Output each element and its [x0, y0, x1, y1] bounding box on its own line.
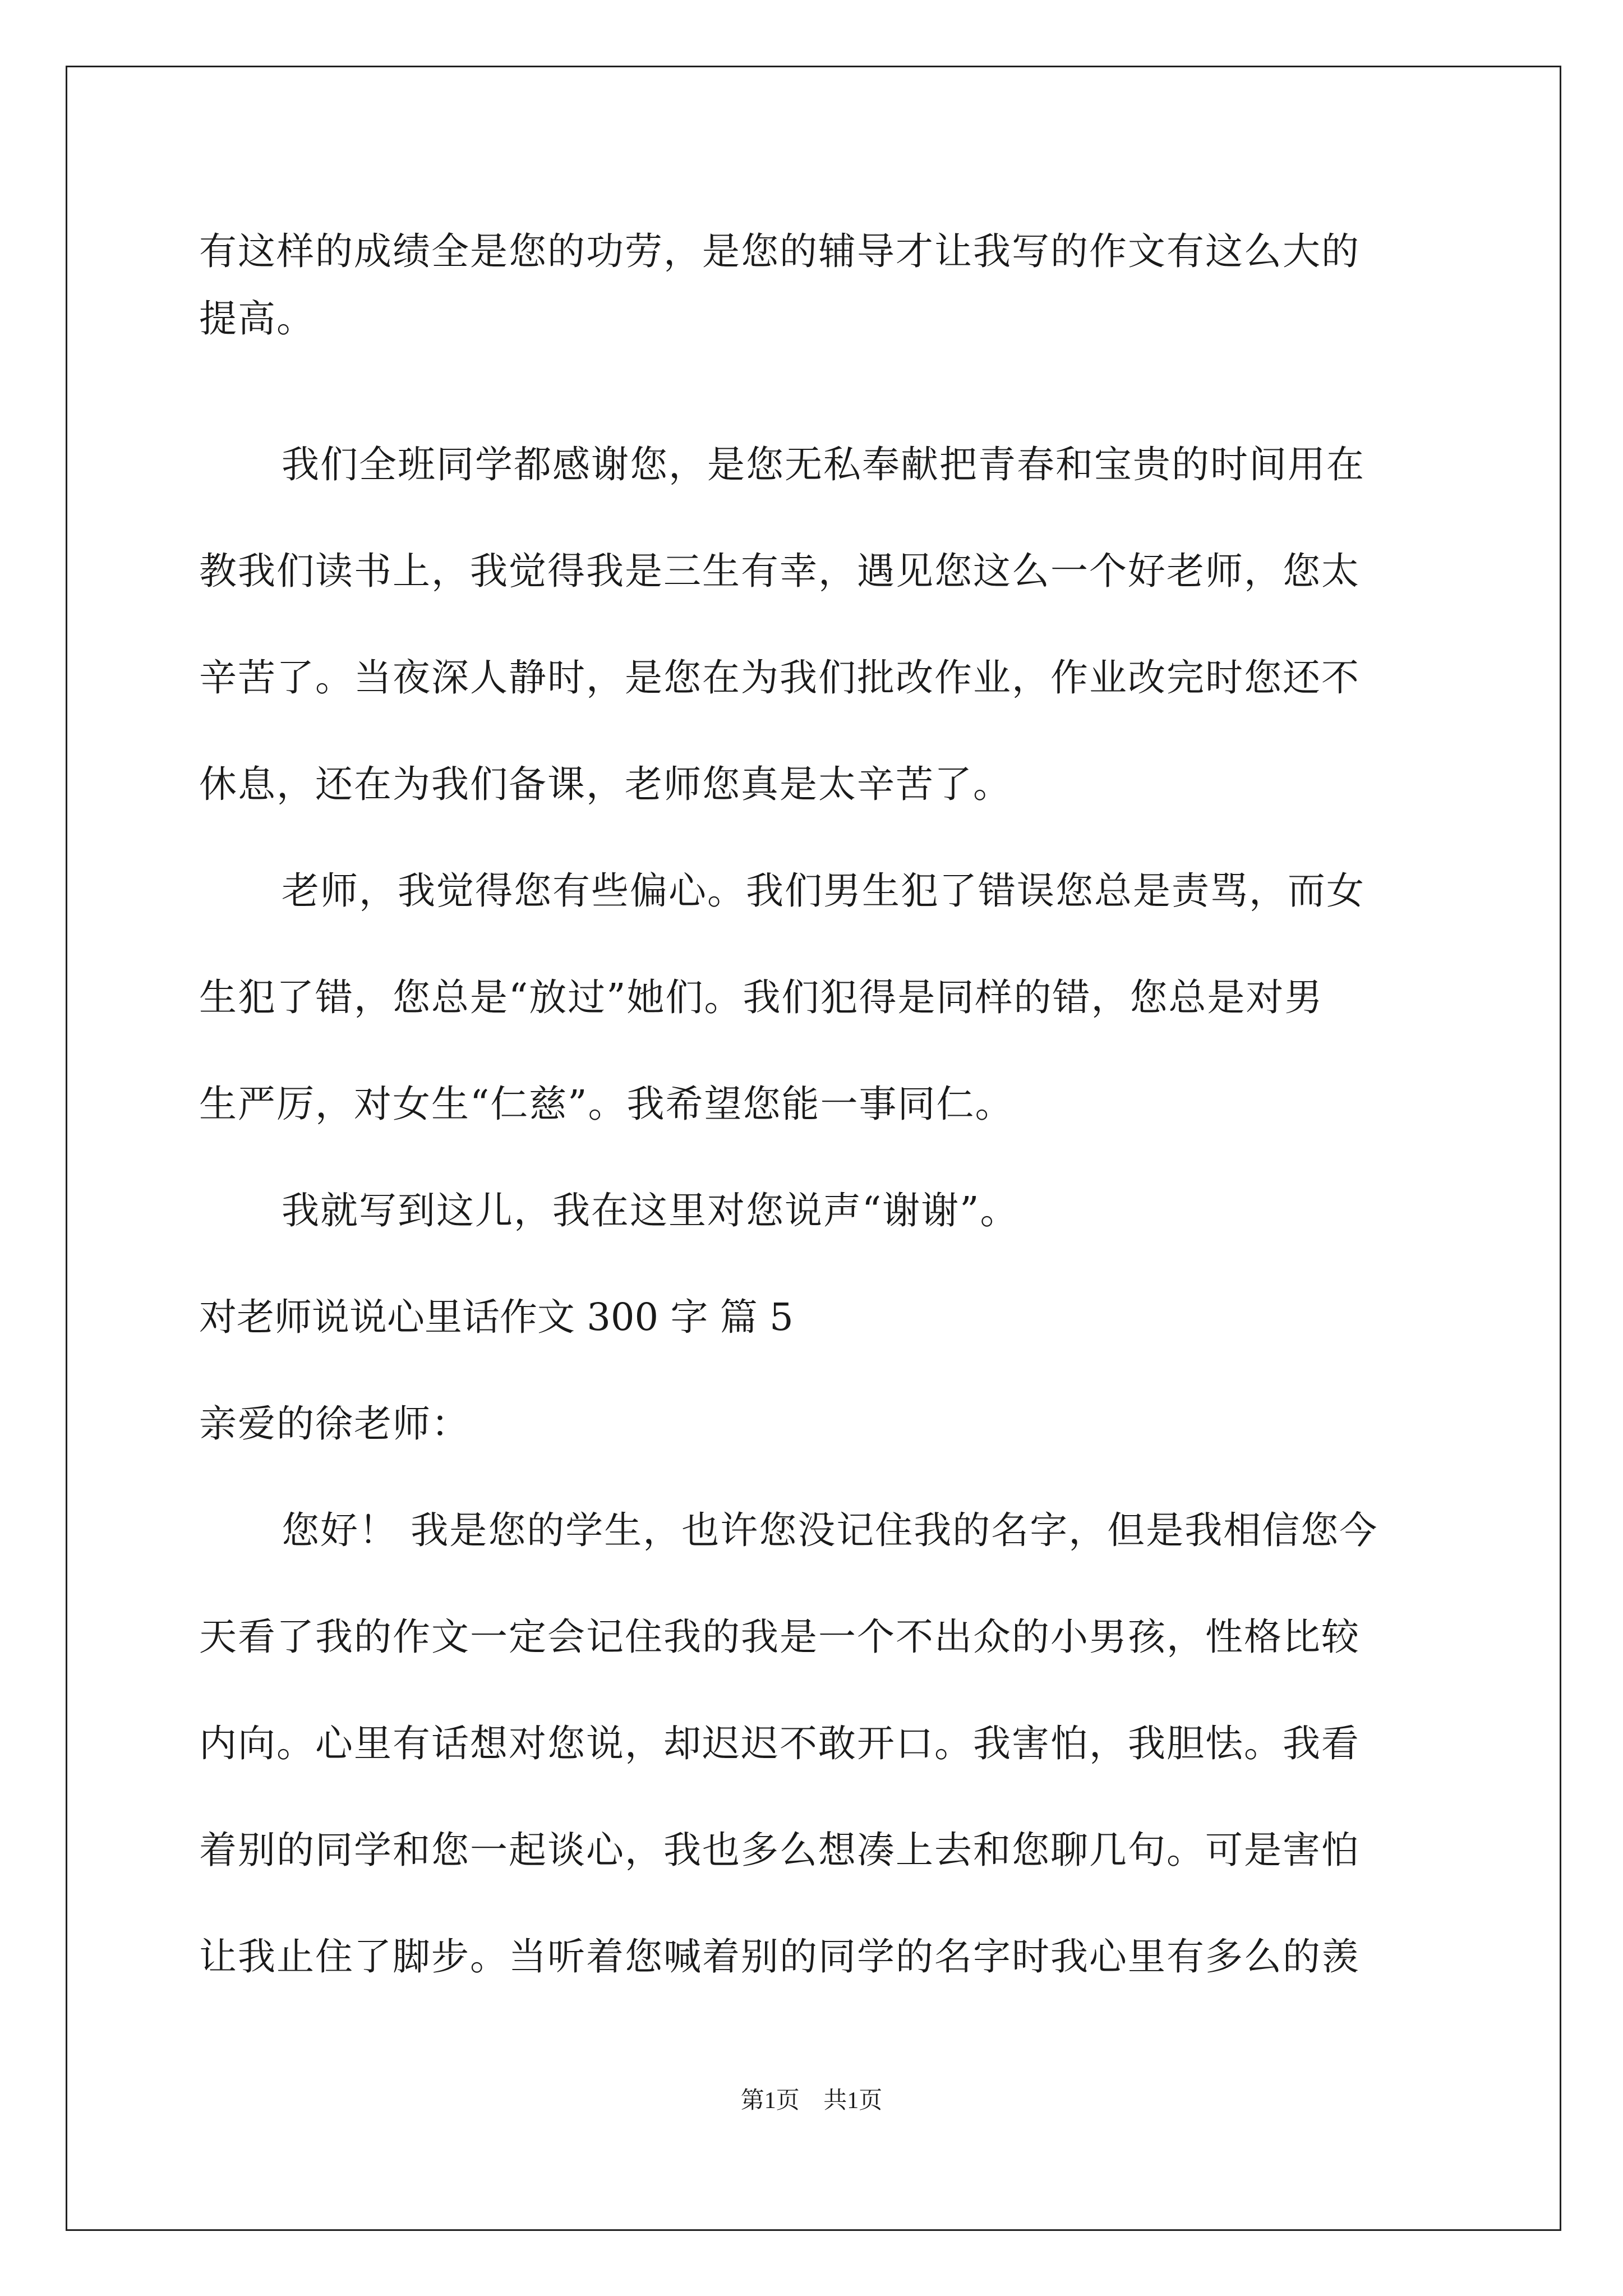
body-text-line: 天看了我的作文一定会记住我的我是一个不出众的小男孩，性格比较 — [199, 1615, 1360, 1659]
body-text-line: 教我们读书上，我觉得我是三生有幸，遇见您这么一个好老师，您太 — [199, 549, 1360, 593]
body-text-line: 让我止住了脚步。当听着您喊着别的同学的名字时我心里有多么的羡 — [199, 1935, 1360, 1978]
body-text-line: 生犯了错，您总是“放过”她们。我们犯得是同样的错，您总是对男 — [199, 976, 1324, 1019]
body-text-line: 我就写到这儿，我在这里对您说声“谢谢”。 — [282, 1189, 1019, 1232]
body-text-line: 老师，我觉得您有些偏心。我们男生犯了错误您总是责骂，而女 — [282, 869, 1365, 913]
page-footer — [0, 2084, 1623, 2118]
body-text-line: 提高。 — [199, 297, 315, 341]
body-text-line: 生严厉，对女生“仁慈”。我希望您能一事同仁。 — [199, 1082, 1014, 1126]
body-text-line: 内向。心里有话想对您说，却迟迟不敢开口。我害怕，我胆怯。我看 — [199, 1722, 1360, 1765]
page-number-total: 共1页 — [823, 2088, 883, 2114]
salutation-line: 亲爱的徐老师： — [199, 1402, 470, 1446]
body-text-line: 休息，还在为我们备课，老师您真是太辛苦了。 — [199, 762, 1012, 806]
body-text-line: 有这样的成绩全是您的功劳，是您的辅导才让我写的作文有这么大的 — [199, 229, 1360, 273]
body-text-line: 我们全班同学都感谢您，是您无私奉献把青春和宝贵的时间用在 — [282, 443, 1365, 486]
body-text-line: 着别的同学和您一起谈心，我也多么想凑上去和您聊几句。可是害怕 — [199, 1828, 1360, 1872]
page-number-current: 第1页 — [740, 2088, 800, 2114]
body-text-line: 辛苦了。当夜深人静时，是您在为我们批改作业，作业改完时您还不 — [199, 656, 1360, 700]
section-heading: 对老师说说心里话作文 300 字 篇 5 — [199, 1295, 794, 1339]
body-text-line: 您好！ 我是您的学生，也许您没记住我的名字，但是我相信您今 — [282, 1508, 1378, 1552]
page-border — [66, 66, 1561, 2231]
